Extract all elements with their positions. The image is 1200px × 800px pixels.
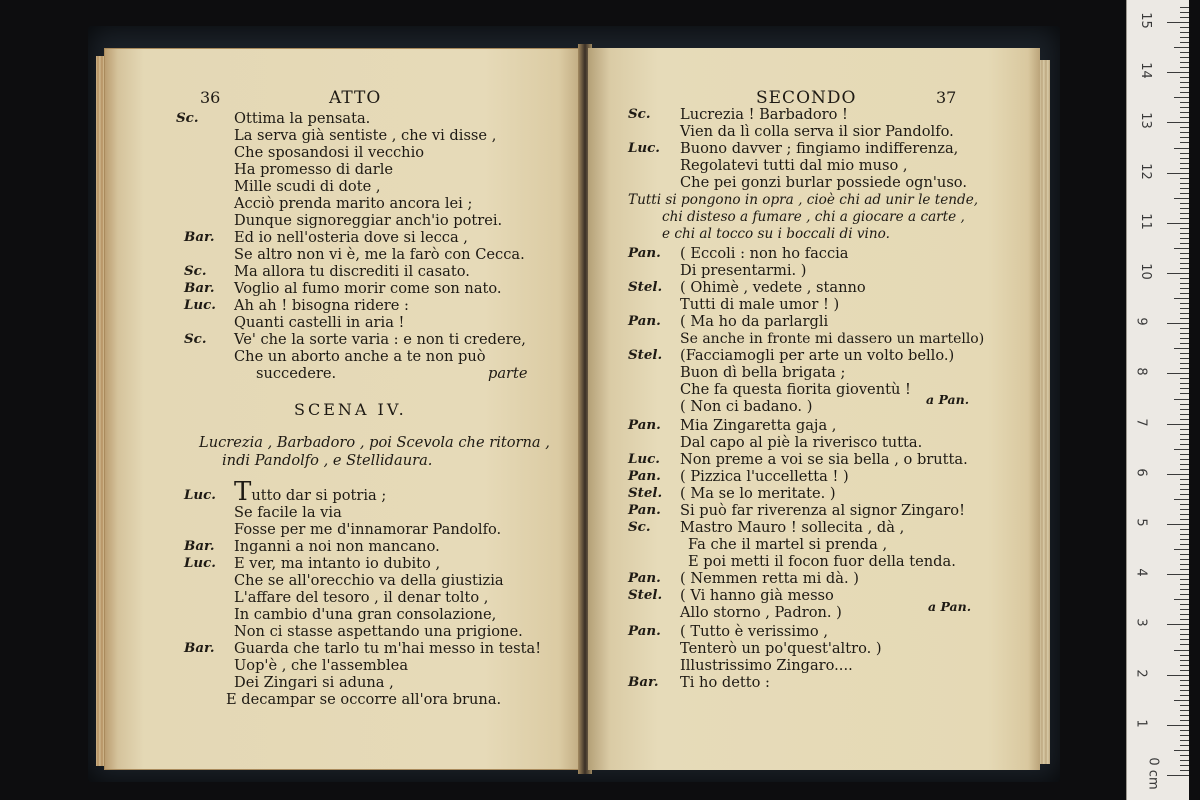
ruler-tick — [1180, 619, 1189, 620]
ruler-tick — [1180, 378, 1189, 379]
ruler-tick — [1180, 228, 1189, 229]
ruler-tick — [1180, 564, 1189, 565]
verse-line: Tenterò un po'quest'altro. ) — [680, 640, 882, 657]
ruler-label: 15 — [1137, 12, 1153, 29]
verse-line: Ha promesso di darle — [234, 161, 394, 178]
ruler-tick — [1180, 328, 1189, 329]
ruler-tick — [1180, 388, 1189, 389]
ruler-tick — [1180, 760, 1189, 761]
speaker: Stel. — [628, 485, 663, 501]
ruler-tick — [1180, 77, 1189, 78]
ruler-tick — [1180, 353, 1189, 354]
verse-line: Acciò prenda marito ancora lei ; — [234, 195, 473, 212]
verse-line: Voglio al fumo morir come son nato. — [234, 280, 502, 297]
verse-line: Non preme a voi se sia bella , o brutta. — [680, 451, 968, 468]
ruler-tick — [1180, 333, 1189, 334]
verse-line: ( Ma ho da parlargli — [680, 313, 829, 330]
ruler-tick — [1180, 444, 1189, 445]
ruler-tick — [1180, 67, 1189, 68]
speaker: Luc. — [184, 487, 216, 503]
ruler-tick — [1174, 499, 1189, 500]
ruler-label: 0 cm — [1145, 757, 1161, 790]
ruler-tick — [1167, 373, 1189, 374]
ruler-tick — [1180, 494, 1189, 495]
ruler-tick — [1180, 308, 1189, 309]
verse-line: Quanti castelli in aria ! — [234, 314, 405, 331]
stage-direction: chi disteso a fumare , chi a giocare a carte , — [662, 209, 965, 225]
ruler-label: 12 — [1137, 162, 1153, 180]
speaker: Bar. — [628, 674, 659, 690]
ruler-tick — [1180, 409, 1189, 410]
speaker: Stel. — [628, 587, 663, 603]
verse-line: ( Nemmen retta mi dà. ) — [680, 570, 859, 587]
verse-line: Buono davver ; fingiamo indifferenza, — [680, 140, 959, 157]
ruler-tick — [1180, 208, 1189, 209]
ruler-tick — [1167, 72, 1189, 73]
verse-line: Dunque signoreggiar anch'io potrei. — [234, 212, 503, 229]
speaker: Pan. — [628, 417, 661, 433]
measurement-ruler — [1126, 0, 1189, 800]
ruler-tick — [1180, 695, 1189, 696]
ruler-tick — [1180, 670, 1189, 671]
ruler-tick — [1180, 665, 1189, 666]
ruler-tick — [1180, 293, 1189, 294]
ruler-tick — [1180, 363, 1189, 364]
ruler-label: 5 — [1133, 518, 1149, 527]
ruler-tick — [1180, 137, 1189, 138]
ruler-tick — [1180, 7, 1189, 8]
ruler-tick — [1180, 193, 1189, 194]
verse-line: Si può far riverenza al signor Zingaro! — [680, 502, 965, 519]
ruler-tick — [1174, 248, 1189, 249]
ruler-tick — [1180, 559, 1189, 560]
ruler-tick — [1180, 288, 1189, 289]
stage-direction: e chi al tocco su i boccali di vino. — [662, 226, 890, 242]
ruler-tick — [1180, 268, 1189, 269]
ruler-tick — [1180, 188, 1189, 189]
stage-direction: Lucrezia , Barbadoro , poi Scevola che ritorna , — [199, 434, 550, 451]
ruler-tick — [1180, 740, 1189, 741]
ruler-tick — [1180, 62, 1189, 63]
ruler-tick — [1180, 690, 1189, 691]
ruler-tick — [1174, 399, 1189, 400]
ruler-tick — [1180, 604, 1189, 605]
verse-line: Di presentarmi. ) — [680, 262, 807, 279]
ruler-label: 13 — [1137, 112, 1153, 130]
speaker: Sc. — [184, 263, 207, 279]
ruler-tick — [1180, 439, 1189, 440]
ruler-tick — [1174, 97, 1189, 98]
page-number: 36 — [200, 88, 221, 107]
ruler-tick — [1180, 253, 1189, 254]
ruler-tick — [1180, 183, 1189, 184]
verse-line: L'affare del tesoro , il denar tolto , — [234, 589, 489, 606]
ruler-tick — [1180, 720, 1189, 721]
ruler-tick — [1180, 579, 1189, 580]
ruler-tick — [1180, 634, 1189, 635]
verse-line: Uop'è , che l'assemblea — [234, 657, 409, 674]
drop-cap: T — [234, 477, 252, 507]
verse-line: ( Tutto è verissimo , — [680, 623, 828, 640]
ruler-tick — [1180, 765, 1189, 766]
ruler-tick — [1180, 263, 1189, 264]
verse-line: Se anche in fronte mi dassero un martello) — [680, 331, 985, 347]
speaker: Pan. — [628, 502, 661, 518]
speaker: Pan. — [628, 313, 661, 329]
verse-line: Ottima la pensata. — [234, 110, 371, 127]
ruler-tick — [1180, 233, 1189, 234]
stage-direction: indi Pandolfo , e Stellidaura. — [222, 452, 433, 469]
ruler-tick — [1180, 735, 1189, 736]
verse-line: Tutti di male umor ! ) — [680, 296, 840, 313]
ruler-tick — [1174, 700, 1189, 701]
ruler-tick — [1180, 660, 1189, 661]
ruler-tick — [1180, 338, 1189, 339]
verse-line: Che un aborto anche a te non può — [234, 348, 486, 365]
ruler-tick — [1174, 148, 1189, 149]
ruler-tick — [1167, 122, 1189, 123]
verse-line: In cambio d'una gran consolazione, — [234, 606, 497, 623]
ruler-tick — [1174, 599, 1189, 600]
ruler-tick — [1180, 655, 1189, 656]
speaker: Bar. — [184, 538, 215, 554]
ruler-tick — [1180, 37, 1189, 38]
ruler-tick — [1180, 313, 1189, 314]
speaker: Pan. — [628, 468, 661, 484]
verse-line: Ah ah ! bisogna ridere : — [234, 297, 409, 314]
ruler-tick — [1180, 514, 1189, 515]
ruler-tick — [1180, 770, 1189, 771]
verse-line: Fosse per me d'innamorar Pandolfo. — [234, 521, 502, 538]
verse-line: ( Eccoli : non ho faccia — [680, 245, 849, 262]
running-head: SECONDO — [756, 88, 857, 108]
ruler-tick — [1180, 218, 1189, 219]
speaker: Pan. — [628, 623, 661, 639]
ruler-tick — [1180, 479, 1189, 480]
verse-line: Ed io nell'osteria dove si lecca , — [234, 229, 468, 246]
ruler-tick — [1180, 57, 1189, 58]
ruler-tick — [1180, 504, 1189, 505]
verse-line: E poi metti il focon fuor della tenda. — [688, 553, 956, 570]
ruler-tick — [1180, 178, 1189, 179]
ruler-tick — [1180, 107, 1189, 108]
ruler-tick — [1180, 283, 1189, 284]
ruler-label: 10 — [1137, 263, 1153, 280]
verse-line: Illustrissimo Zingaro.... — [680, 657, 853, 674]
verse-line: Lucrezia ! Barbadoro ! — [680, 106, 848, 123]
ruler-tick — [1180, 117, 1189, 118]
ruler-tick — [1180, 303, 1189, 304]
scene-heading: SCENA IV. — [294, 400, 407, 419]
ruler-tick — [1180, 393, 1189, 394]
speaker: Sc. — [628, 519, 651, 535]
ruler-tick — [1180, 132, 1189, 133]
verse-line: Mastro Mauro ! sollecita , dà , — [680, 519, 905, 536]
ruler-tick — [1180, 102, 1189, 103]
ruler-tick — [1180, 368, 1189, 369]
ruler-tick — [1167, 173, 1189, 174]
verse-line: Ve' che la sorte varia : e non ti credere, — [234, 331, 526, 348]
speaker: Bar. — [184, 229, 215, 245]
verse-line: Se facile la via — [234, 504, 342, 521]
speaker: Bar. — [184, 640, 215, 656]
ruler-tick — [1180, 12, 1189, 13]
ruler-tick — [1180, 414, 1189, 415]
ruler-tick — [1180, 745, 1189, 746]
ruler-label: 6 — [1133, 468, 1149, 477]
ruler-tick — [1167, 223, 1189, 224]
ruler-tick — [1180, 32, 1189, 33]
left-page — [104, 48, 582, 770]
ruler-tick — [1180, 92, 1189, 93]
ruler-tick — [1180, 715, 1189, 716]
ruler-tick — [1174, 47, 1189, 48]
ruler-tick — [1174, 449, 1189, 450]
ruler-tick — [1167, 22, 1189, 23]
speaker: Luc. — [628, 451, 660, 467]
ruler-tick — [1180, 163, 1189, 164]
ruler-tick — [1180, 529, 1189, 530]
verse-line: ( Non ci badano. ) — [680, 398, 813, 415]
verse-line: Ti ho detto : — [680, 674, 770, 691]
ruler-tick — [1167, 574, 1189, 575]
ruler-tick — [1180, 584, 1189, 585]
ruler-tick — [1180, 680, 1189, 681]
ruler-tick — [1180, 27, 1189, 28]
verse-line: ( Pizzica l'uccelletta ! ) — [680, 468, 849, 485]
verse-line: succedere. — [256, 365, 337, 382]
ruler-tick — [1180, 434, 1189, 435]
ruler-tick — [1180, 469, 1189, 470]
ruler-tick — [1180, 87, 1189, 88]
running-head: ATTO — [329, 88, 382, 108]
verse-line — [234, 477, 387, 507]
verse-line: Mia Zingaretta gaja , — [680, 417, 837, 434]
verse-line: Fa che il martel si prenda , — [688, 536, 888, 553]
exit-direction: parte — [488, 365, 528, 382]
verse-line: (Facciamogli per arte un volto bello.) — [680, 347, 955, 364]
verse-line: Che sposandosi il vecchio — [234, 144, 425, 161]
ruler-tick — [1180, 629, 1189, 630]
verse-line: Buon dì bella brigata ; — [680, 364, 846, 381]
ruler-tick — [1180, 429, 1189, 430]
ruler-tick — [1180, 238, 1189, 239]
right-page — [588, 48, 1040, 770]
verse-line: Ma allora tu discrediti il casato. — [234, 263, 470, 280]
ruler-tick — [1174, 650, 1189, 651]
ruler-tick — [1174, 298, 1189, 299]
ruler-tick — [1180, 484, 1189, 485]
ruler-tick — [1180, 419, 1189, 420]
ruler-tick — [1180, 127, 1189, 128]
ruler-tick — [1180, 539, 1189, 540]
ruler-tick — [1180, 142, 1189, 143]
ruler-tick — [1180, 17, 1189, 18]
ruler-tick — [1180, 609, 1189, 610]
speaker: Pan. — [628, 245, 661, 261]
ruler-tick — [1180, 278, 1189, 279]
aside-direction: a Pan. — [928, 599, 972, 614]
verse-line: Che fa questa fiorita gioventù ! — [680, 381, 911, 398]
ruler-tick — [1167, 323, 1189, 324]
ruler-tick — [1174, 348, 1189, 349]
ruler-tick — [1180, 489, 1189, 490]
ruler-tick — [1180, 710, 1189, 711]
speaker: Luc. — [184, 297, 216, 313]
ruler-label: 7 — [1133, 417, 1149, 427]
ruler-tick — [1180, 213, 1189, 214]
ruler-tick — [1180, 705, 1189, 706]
verse-line: Inganni a noi non mancano. — [234, 538, 440, 555]
speaker: Bar. — [184, 280, 215, 296]
ruler-label: 11 — [1137, 213, 1153, 230]
ruler-tick — [1174, 549, 1189, 550]
stage-direction: Tutti si pongono in opra , cioè chi ad unir le tende, — [628, 192, 979, 208]
verse-line: ( Ohimè , vedete , stanno — [680, 279, 866, 296]
ruler-tick — [1167, 725, 1189, 726]
ruler-tick — [1180, 534, 1189, 535]
ruler-tick — [1167, 675, 1189, 676]
ruler-tick — [1180, 644, 1189, 645]
ruler-label: 8 — [1133, 367, 1149, 377]
verse-line: E ver, ma intanto io dubito , — [234, 555, 441, 572]
ruler-tick — [1174, 198, 1189, 199]
ruler-tick — [1180, 459, 1189, 460]
ruler-tick — [1180, 343, 1189, 344]
verse-line: Allo storno , Padron. ) — [680, 604, 842, 621]
speaker: Sc. — [628, 106, 651, 122]
verse-line: ( Vi hanno già messo — [680, 587, 834, 604]
ruler-label: 3 — [1133, 618, 1149, 628]
aside-direction: a Pan. — [926, 392, 970, 407]
speaker: Stel. — [628, 279, 663, 295]
ruler-tick — [1167, 424, 1189, 425]
verse-line: ( Ma se lo meritate. ) — [680, 485, 836, 502]
ruler-label: 4 — [1133, 568, 1149, 577]
ruler-tick — [1180, 730, 1189, 731]
speaker: Sc. — [176, 110, 199, 126]
verse-line: Se altro non vi è, me la farò con Cecca. — [234, 246, 525, 263]
verse-line: Che pei gonzi burlar possiede ogn'uso. — [680, 174, 967, 191]
speaker: Luc. — [184, 555, 216, 571]
ruler-tick — [1180, 544, 1189, 545]
ruler-tick — [1180, 404, 1189, 405]
speaker: Stel. — [628, 347, 663, 363]
ruler-label: 9 — [1133, 317, 1149, 326]
verse-line: Vien da lì colla serva il sior Pandolfo. — [680, 123, 954, 140]
verse-line: Guarda che tarlo tu m'hai messo in testa! — [234, 640, 542, 657]
verse-line: La serva già sentiste , che vi disse , — [234, 127, 497, 144]
ruler-tick — [1180, 168, 1189, 169]
ruler-label: 14 — [1137, 62, 1153, 79]
ruler-tick — [1180, 158, 1189, 159]
ruler-tick — [1167, 273, 1189, 274]
ruler-tick — [1180, 589, 1189, 590]
ruler-tick — [1180, 519, 1189, 520]
verse-line: Regolatevi tutti dal mio muso , — [680, 157, 908, 174]
ruler-tick — [1180, 755, 1189, 756]
verse-line: Mille scudi di dote , — [234, 178, 381, 195]
ruler-tick — [1180, 153, 1189, 154]
speaker: Pan. — [628, 570, 661, 586]
verse-line: Non ci stasse aspettando una prigione. — [234, 623, 523, 640]
verse-line: Dal capo al piè la riverisco tutta. — [680, 434, 923, 451]
ruler-tick — [1180, 42, 1189, 43]
verse-line: Dei Zingari si aduna , — [234, 674, 394, 691]
ruler-tick — [1180, 464, 1189, 465]
verse-line: E decampar se occorre all'ora bruna. — [226, 691, 502, 708]
ruler-tick — [1180, 358, 1189, 359]
ruler-tick — [1180, 203, 1189, 204]
ruler-tick — [1180, 112, 1189, 113]
speaker: Sc. — [184, 331, 207, 347]
ruler-tick — [1180, 554, 1189, 555]
ruler-tick — [1180, 383, 1189, 384]
ruler-tick — [1180, 685, 1189, 686]
ruler-tick — [1167, 775, 1189, 776]
ruler-tick — [1180, 243, 1189, 244]
ruler-tick — [1180, 614, 1189, 615]
ruler-tick — [1180, 509, 1189, 510]
ruler-tick — [1180, 569, 1189, 570]
ruler-label: 1 — [1133, 719, 1149, 728]
ruler-tick — [1167, 474, 1189, 475]
ruler-tick — [1180, 594, 1189, 595]
ruler-tick — [1180, 52, 1189, 53]
verse-line-text: utto dar si potria ; — [251, 487, 387, 504]
ruler-tick — [1167, 624, 1189, 625]
ruler-tick — [1180, 639, 1189, 640]
speaker: Luc. — [628, 140, 660, 156]
page-number: 37 — [936, 88, 957, 107]
ruler-tick — [1180, 258, 1189, 259]
verse-line: Che se all'orecchio va della giustizia — [234, 572, 504, 589]
ruler-tick — [1180, 318, 1189, 319]
ruler-label: 2 — [1133, 668, 1149, 678]
ruler-tick — [1174, 750, 1189, 751]
ruler-tick — [1167, 524, 1189, 525]
ruler-tick — [1180, 82, 1189, 83]
ruler-tick — [1180, 454, 1189, 455]
